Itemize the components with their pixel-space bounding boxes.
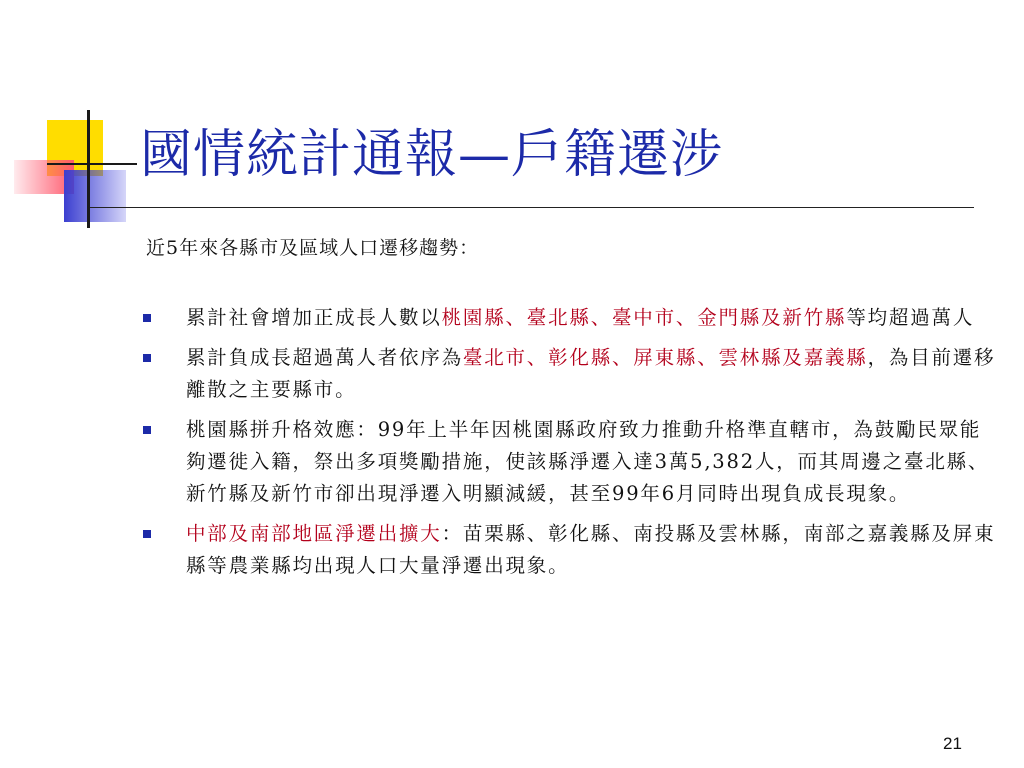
square-bullet-icon	[143, 426, 151, 434]
bullet-list	[140, 302, 1000, 590]
highlight-text: 臺北市、彰化縣、屏東縣、雲林縣及嘉義縣	[462, 346, 868, 369]
highlight-text: 桃園縣、臺北縣、臺中市、金門縣及新竹縣	[441, 306, 847, 329]
highlight-text: 中部及南部地區淨遷出擴大	[186, 522, 442, 545]
logo-vertical-line	[87, 110, 90, 228]
bullet-item-1	[140, 302, 1000, 334]
square-bullet-icon	[143, 314, 151, 322]
logo-horizontal-line	[47, 163, 137, 165]
page-number: 21	[943, 734, 962, 753]
title-divider	[90, 207, 974, 208]
bullet-text: ，為目前遷移離散之主要縣市。	[186, 346, 996, 401]
bullet-text: 累計負成長超過萬人者依序為	[186, 346, 463, 369]
square-bullet-icon	[143, 530, 151, 538]
bullet-text: 累計社會增加正成長人數以	[186, 306, 442, 329]
bullet-item-3	[140, 414, 1000, 510]
bullet-item-2	[140, 342, 1000, 406]
bullet-item-4	[140, 518, 1000, 582]
bullet-text: ：苗栗縣、彰化縣、南投縣及雲林縣，南部之嘉義縣及屏東縣等農業縣均出現人口大量淨遷出現象。	[186, 522, 996, 577]
square-bullet-icon	[143, 354, 151, 362]
slide-intro: 近5年來各縣市及區域人口遷移趨勢：	[146, 237, 480, 259]
slide-logo-decoration	[0, 0, 150, 240]
slide-title: 國情統計通報—戶籍遷涉	[140, 125, 724, 185]
bullet-text: 等均超過萬人	[846, 306, 975, 329]
logo-blue-square	[64, 170, 126, 222]
bullet-text: 桃園縣拼升格效應：99年上半年因桃園縣政府致力推動升格準直轄市，為鼓勵民眾能夠遷徙入籍，祭出多項獎勵措施，使該縣淨遷入達3萬5,382人，而其周邊之臺北縣、新竹縣及新竹市卻出現淨遷入明顯減緩，甚至99年6月同時出現負成長現象。	[186, 418, 990, 505]
